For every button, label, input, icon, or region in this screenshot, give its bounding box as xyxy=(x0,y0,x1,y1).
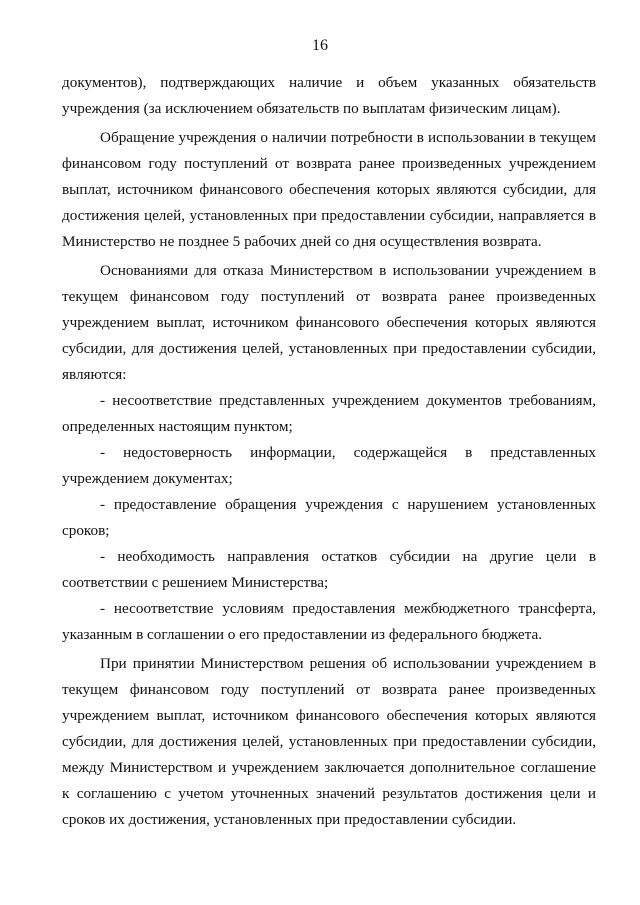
list-item-document-mismatch: - несоответствие представленных учреждением документов требованиям, определенных настоящим пунктом; xyxy=(62,392,596,435)
paragraph-continuation: документов), подтверждающих наличие и объем указанных обязательств учреждения (за исключением обязательств по выплатам физическим лицам). xyxy=(62,74,596,117)
list-item-unreliable-info: - недостоверность информации, содержащейся в представленных учреждением документах; xyxy=(62,444,596,487)
list-item-deadline-violation: - предоставление обращения учреждения с нарушением установленных сроков; xyxy=(62,496,596,539)
document-body xyxy=(62,70,596,833)
paragraph-additional-agreement: При принятии Министерством решения об использовании учреждением в текущем финансовом году поступлений от возврата ранее произведенных учреждением выплат, источником финансового обеспечения которых являются субсидии, для достижения целей, установленных при предоставлении субсидии, между Министерством и учреждением заключается дополнительное соглашение к соглашению с учетом уточненных значений результатов достижения цели и сроков их достижения, установленных при предоставлении субсидии. xyxy=(62,655,596,828)
paragraph-refusal-grounds: Основаниями для отказа Министерством в использовании учреждением в текущем финансовом году поступлений от возврата ранее произведенных учреждением выплат, источником финансового обеспечения которых являются субсидии, для достижения целей, установленных при предоставлении субсидии, являются: xyxy=(62,262,596,383)
list-item-transfer-conditions: - несоответствие условиям предоставления межбюджетного трансферта, указанным в соглашении о его предоставлении из федерального бюджета. xyxy=(62,600,596,643)
paragraph-request-deadline: Обращение учреждения о наличии потребности в использовании в текущем финансовом году поступлений от возврата ранее произведенных учреждением выплат, источником финансового обеспечения которых являются субсидии, для достижения целей, установленных при предоставлении субсидии, направляется в Министерство не позднее 5 рабочих дней со дня осуществления возврата. xyxy=(62,129,596,250)
page-number: 16 xyxy=(312,37,328,54)
list-item-redirect-balances: - необходимость направления остатков субсидии на другие цели в соответствии с решением Министерства; xyxy=(62,548,596,591)
